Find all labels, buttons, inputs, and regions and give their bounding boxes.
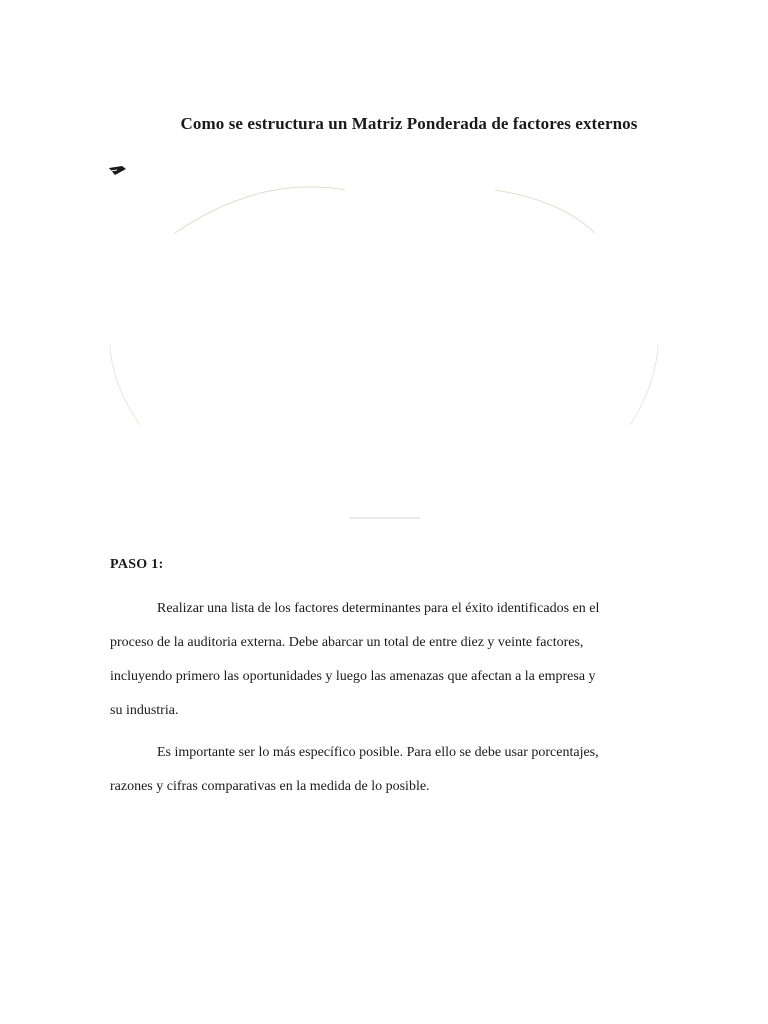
paragraph-line: razones y cifras comparativas en la medida de lo posible. (110, 779, 430, 794)
paragraph-1 (110, 592, 650, 728)
faded-figure-graphic (100, 180, 670, 530)
paragraph-line: Es importante ser lo más específico posible. Para ello se debe usar porcentajes, (157, 745, 599, 760)
paragraph-line: Realizar una lista de los factores determinantes para el éxito identificados en el (157, 601, 600, 616)
paragraph-line: proceso de la auditoria externa. Debe abarcar un total de entre diez y veinte factores, (110, 635, 584, 650)
paragraph-line: incluyendo primero las oportunidades y luego las amenazas que afectan a la empresa y (110, 669, 596, 684)
paragraph-2 (110, 736, 650, 804)
page-title: Como se estructura un Matriz Ponderada de factores externos (180, 114, 638, 133)
paragraph-line: su industria. (110, 703, 179, 718)
section-heading: PASO 1: (110, 557, 164, 572)
pen-mark-icon (108, 163, 128, 177)
